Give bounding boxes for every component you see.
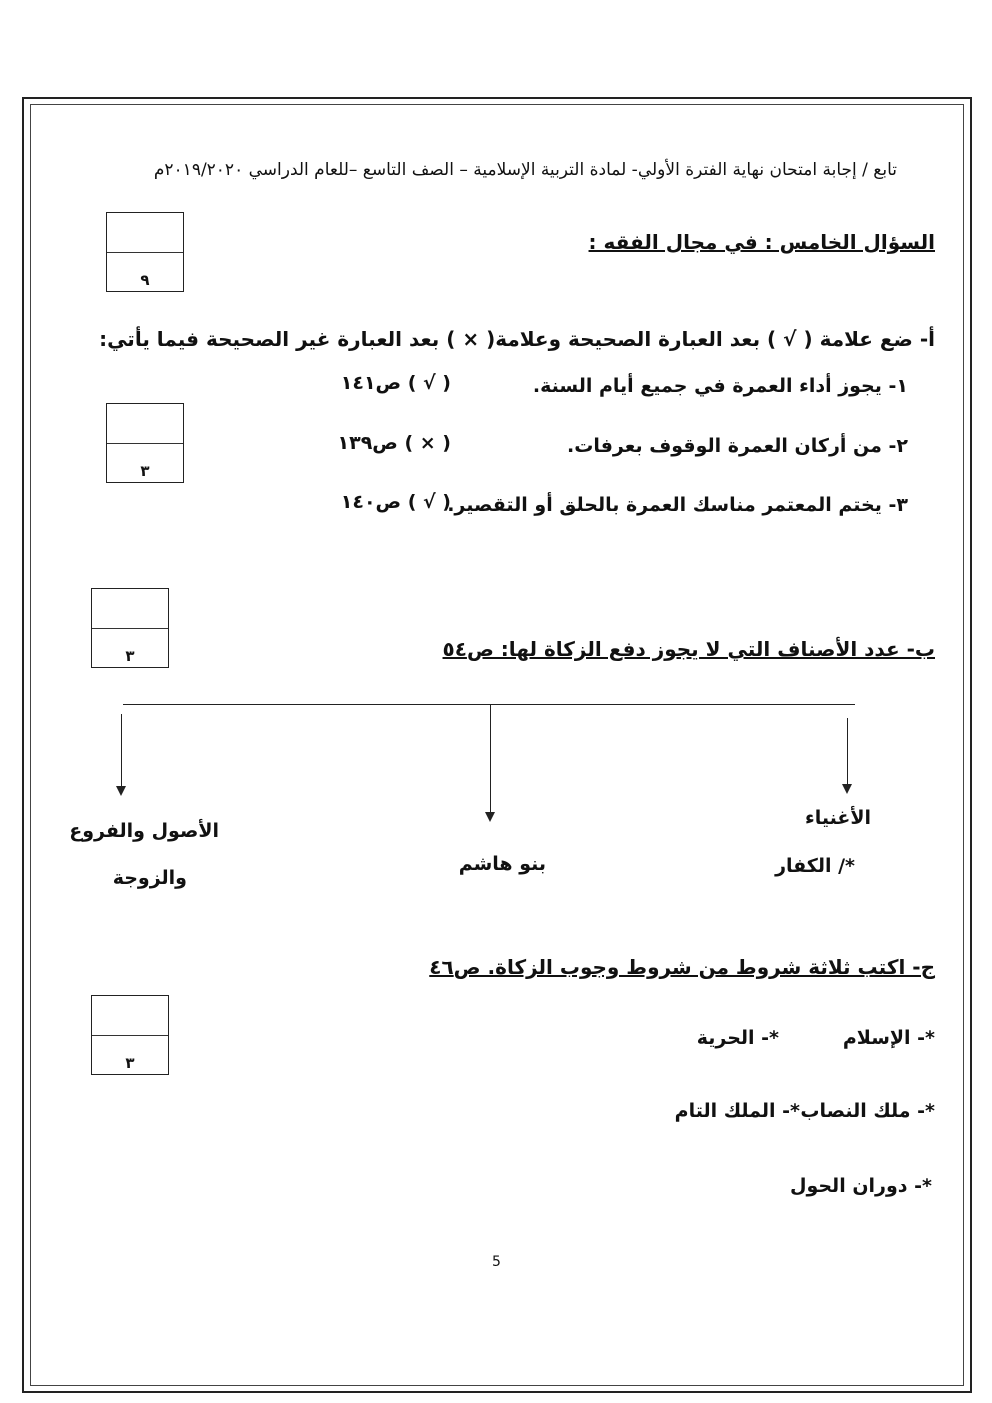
condition-nisab: *- ملك النصاب bbox=[800, 1100, 935, 1122]
part-a-answer-1: ( √ ) ص١٤١ bbox=[340, 372, 451, 394]
mark-value: ٣ bbox=[125, 647, 135, 665]
mark-value: ٩ bbox=[140, 271, 150, 289]
mark-box-part-c bbox=[91, 995, 169, 1075]
mark-value: ٣ bbox=[140, 462, 150, 480]
branch-right-line1: الأغنياء bbox=[805, 807, 871, 829]
part-a-item-2: ٢- من أركان العمرة الوقوف بعرفات. bbox=[567, 435, 908, 457]
arrow-down-icon bbox=[490, 704, 491, 820]
mark-box-section bbox=[106, 212, 184, 292]
branch-right-line2: */ الكفار bbox=[775, 855, 855, 877]
part-c-title-text: ج- اكتب ثلاثة شروط من شروط وجوب الزكاة. ص٤٦ bbox=[429, 955, 935, 979]
mark-box-part-a bbox=[106, 403, 184, 483]
part-a-answer-3: ( √ ) ص١٤٠ bbox=[340, 491, 451, 513]
diagram-connector-line bbox=[123, 704, 855, 705]
page-header: تابع / إجابة امتحان نهاية الفترة الأولي- لمادة التربية الإسلامية – الصف التاسع –للعام الدراسي ٢٠١٩/٢٠٢٠م bbox=[153, 160, 897, 180]
condition-freedom: *- الحرية bbox=[696, 1027, 779, 1049]
section-title: السؤال الخامس : في مجال الفقه : bbox=[588, 230, 935, 254]
condition-full-ownership: *- الملك التام bbox=[674, 1100, 800, 1122]
arrow-down-icon bbox=[847, 718, 848, 792]
condition-islam: *- الإسلام bbox=[842, 1027, 935, 1049]
branch-left-line1: الأصول والفروع bbox=[69, 820, 219, 842]
mark-value: ٣ bbox=[125, 1054, 135, 1072]
part-a-item-1: ١- يجوز أداء العمرة في جميع أيام السنة. bbox=[532, 375, 908, 397]
mark-box-part-b bbox=[91, 588, 169, 668]
part-a-answer-2: ( × ) ص١٣٩ bbox=[337, 432, 451, 454]
part-c-title bbox=[429, 955, 935, 979]
branch-left-line2: والزوجة bbox=[112, 867, 187, 889]
condition-hawl: *- دوران الحول bbox=[789, 1175, 932, 1197]
part-a-instruction: أ- ضع علامة ( √ ) بعد العبارة الصحيحة وعلامة( × ) بعد العبارة غير الصحيحة فيما يأتي: bbox=[99, 327, 935, 351]
arrow-down-icon bbox=[121, 714, 122, 794]
branch-middle: بنو هاشم bbox=[458, 853, 546, 875]
page-number: 5 bbox=[492, 1254, 501, 1270]
part-b-title: ب- عدد الأصناف التي لا يجوز دفع الزكاة لها: ص٥٤ bbox=[442, 637, 935, 661]
part-a-item-3: ٣- يختم المعتمر مناسك العمرة بالحلق أو التقصير. bbox=[447, 494, 908, 516]
